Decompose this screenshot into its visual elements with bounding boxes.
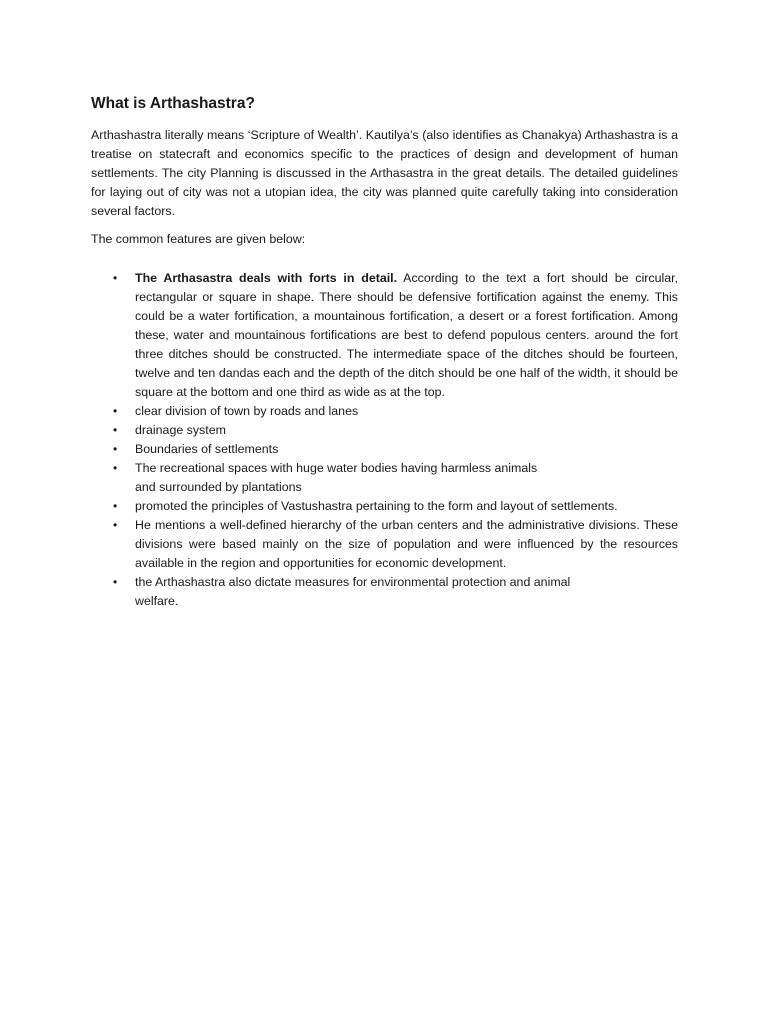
feature-text: According to the text a fort should be circular, rectangular or square in shape. There should be defensive fortification against the enemy. This could be a water fortification, a mountainous fortification, a desert or a forest fortification. Among these, water and mountainous fortifications are best to defend populous centers. around the fort three ditches should be constructed. The intermediate space of the ditches should be fourteen, twelve and ten dandas each and the depth of the ditch should be one half of the width, it should be square at the bottom and one third as wide as at the top. <box>135 271 678 399</box>
features-intro: The common features are given below: <box>91 232 306 246</box>
bullet-icon: • <box>113 442 118 456</box>
list-item <box>113 421 678 440</box>
feature-text: He mentions a well-defined hierarchy of the urban centers and the administrative divisions. These divisions were based mainly on the size of population and were influenced by the resources available in the region and opportunities for economic development. <box>135 518 678 570</box>
bullet-icon: • <box>113 461 118 475</box>
bullet-icon: • <box>113 423 118 437</box>
list-item <box>113 573 678 611</box>
list-item <box>113 402 678 421</box>
feature-lead: The Arthasastra deals with forts in detail. <box>135 271 398 285</box>
list-item <box>113 440 678 459</box>
list-item <box>113 269 678 402</box>
list-item <box>113 516 678 573</box>
intro-paragraph: Arthashastra literally means ‘Scripture of Wealth’. Kautilya’s (also identifies as Chanakya) Arthashastra is a treatise on statecraft and economics specific to the practices of design and development of human settlements. The city Planning is discussed in the Arthasastra in the great details. The detailed guidelines for laying out of city was not a utopian idea, the city was planned quite carefully taking into consideration several factors. <box>91 128 678 218</box>
bullet-icon: • <box>113 404 118 418</box>
feature-text: drainage system <box>135 423 226 437</box>
feature-text: clear division of town by roads and lanes <box>135 404 359 418</box>
feature-text-continued: and surrounded by plantations <box>135 480 302 494</box>
document-title: What is Arthashastra? <box>91 95 255 112</box>
feature-text-continued: welfare. <box>135 594 179 608</box>
list-item <box>113 459 678 497</box>
feature-text: promoted the principles of Vastushastra pertaining to the form and layout of settlements. <box>135 499 618 513</box>
bullet-icon: • <box>113 499 118 513</box>
bullet-icon: • <box>113 518 118 532</box>
features-list <box>91 269 678 611</box>
feature-text: the Arthashastra also dictate measures for environmental protection and animal <box>135 575 571 589</box>
feature-text: The recreational spaces with huge water bodies having harmless animals <box>135 461 538 475</box>
feature-text: Boundaries of settlements <box>135 442 279 456</box>
bullet-icon: • <box>113 575 118 589</box>
bullet-icon: • <box>113 271 118 285</box>
list-item <box>113 497 678 516</box>
